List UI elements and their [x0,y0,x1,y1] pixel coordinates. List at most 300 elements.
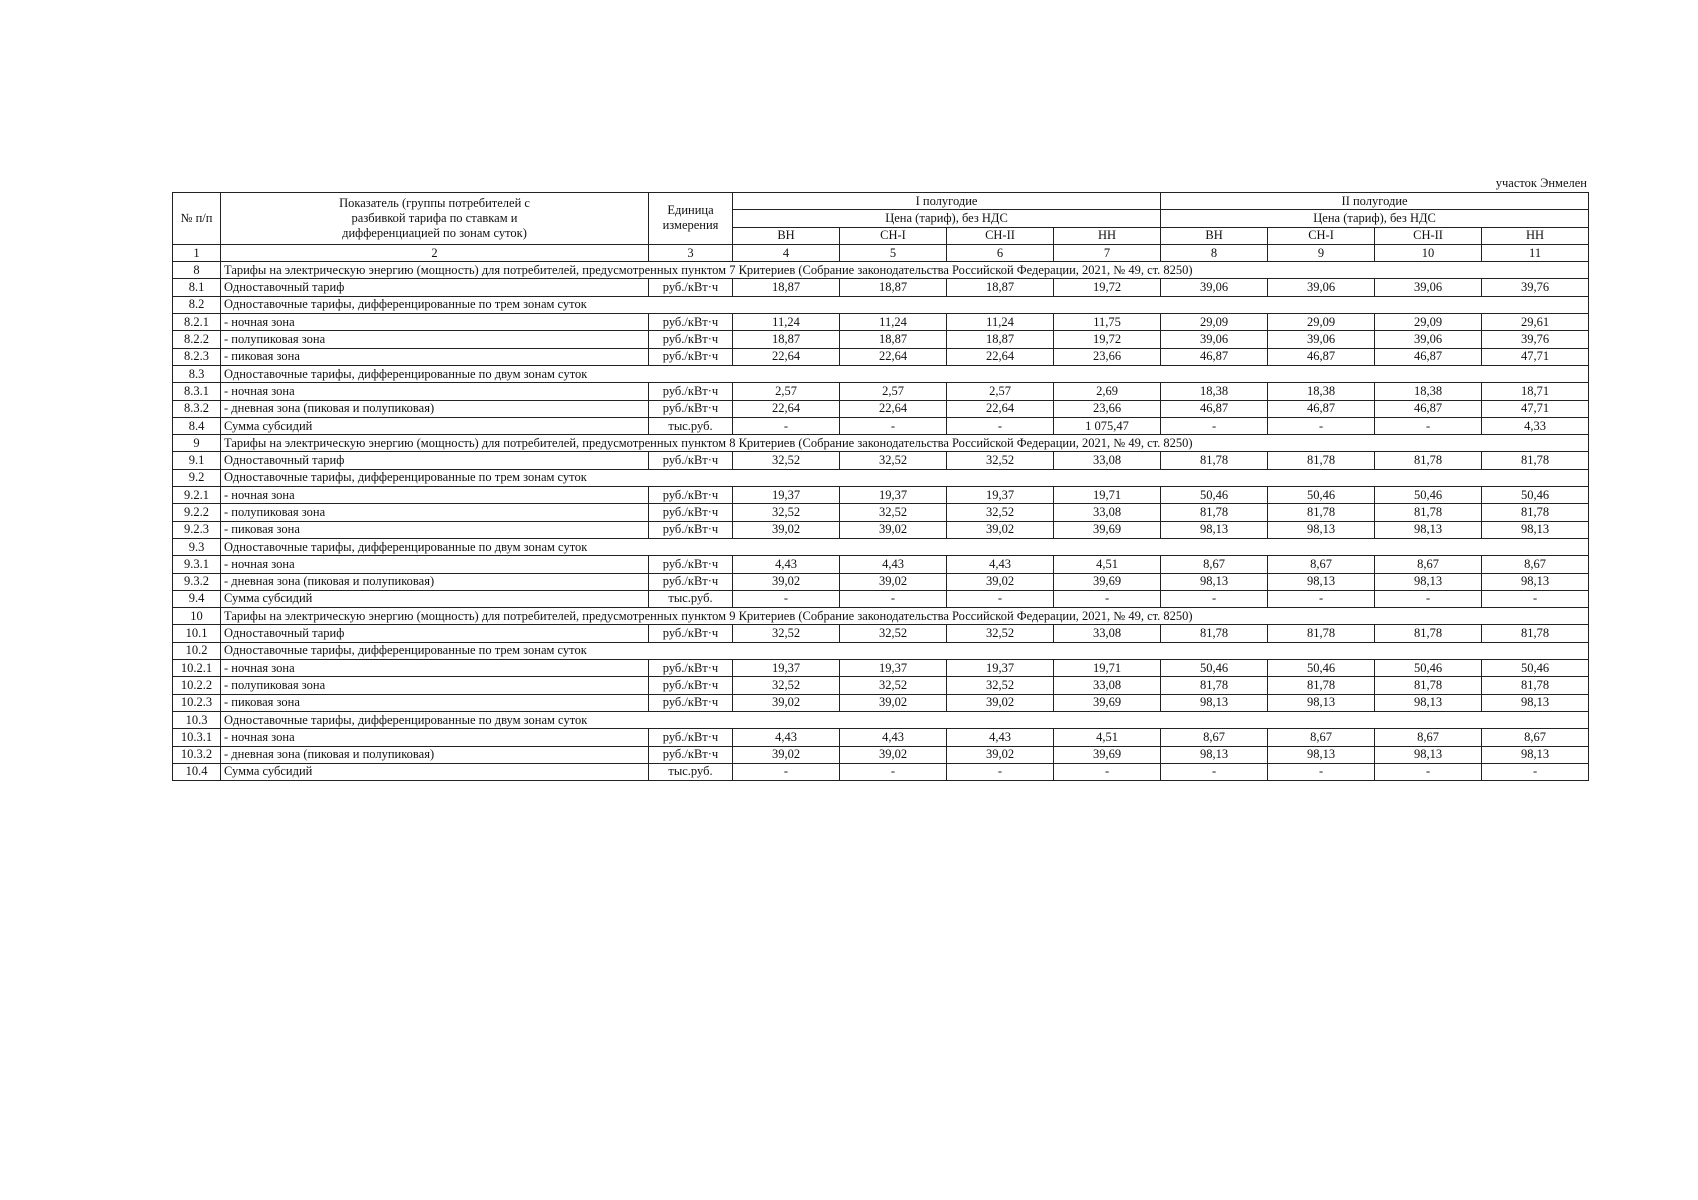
header-unit: Единица измерения [649,193,733,245]
row-unit: руб./кВт·ч [649,660,733,677]
header-level-cell: СН-I [840,227,947,244]
column-number-cell: 10 [1375,244,1482,261]
value-cell: 39,02 [947,573,1054,590]
row-number: 10.1 [173,625,221,642]
group-title: Одноставочные тарифы, дифференцированные по трем зонам суток [221,296,1161,313]
table-row [173,677,1589,694]
header-indicator: Показатель (группы потребителей с разбивкой тарифа по ставкам и дифференциацией по зонам суток) [221,193,649,245]
value-cell: 81,78 [1482,452,1589,469]
value-cell: 18,87 [733,331,840,348]
value-cell: 81,78 [1375,452,1482,469]
section-row [173,262,1589,279]
row-number: 9.2 [173,469,221,486]
value-cell: 18,87 [733,279,840,296]
value-cell: - [1482,763,1589,780]
value-cell: 39,02 [947,694,1054,711]
row-name: - полупиковая зона [221,331,649,348]
row-number: 8.2 [173,296,221,313]
header-column-numbers [173,244,1589,261]
row-unit: руб./кВт·ч [649,314,733,331]
value-cell: 22,64 [733,348,840,365]
value-cell: 8,67 [1482,729,1589,746]
row-name: Сумма субсидий [221,590,649,607]
table-row [173,504,1589,521]
column-number-cell: 6 [947,244,1054,261]
value-cell: 11,24 [840,314,947,331]
value-cell: 4,43 [947,729,1054,746]
value-cell: - [840,590,947,607]
table-row [173,729,1589,746]
row-name: Сумма субсидий [221,763,649,780]
value-cell: 2,57 [733,383,840,400]
table-row [173,400,1589,417]
value-cell: 46,87 [1375,348,1482,365]
table-row [173,279,1589,296]
group-empty-cell [1161,365,1589,382]
row-number: 9 [173,435,221,452]
header-level-cell: СН-I [1268,227,1375,244]
table-row [173,487,1589,504]
value-cell: 39,02 [840,573,947,590]
column-number-cell: 2 [221,244,649,261]
value-cell: 8,67 [1268,729,1375,746]
row-name: - пиковая зона [221,348,649,365]
value-cell: 50,46 [1268,660,1375,677]
value-cell: 39,06 [1375,331,1482,348]
table-row [173,746,1589,763]
value-cell: 29,09 [1375,314,1482,331]
header-level-cell: ВН [733,227,840,244]
header-half-1: I полугодие [733,193,1161,210]
value-cell: 22,64 [947,400,1054,417]
value-cell: 19,37 [840,487,947,504]
value-cell: - [733,417,840,434]
row-name: Сумма субсидий [221,417,649,434]
section-title: Тарифы на электрическую энергию (мощность) для потребителей, предусмотренных пунктом 9 Критериев (Собрание законодательства Российской Федерации, 2021, № 49, ст. 8250) [221,608,1589,625]
row-number: 8.2.1 [173,314,221,331]
tariff-table [172,192,1589,781]
group-title: Одноставочные тарифы, дифференцированные по двум зонам суток [221,711,1161,728]
value-cell: - [840,763,947,780]
row-unit: тыс.руб. [649,763,733,780]
value-cell: 4,51 [1054,729,1161,746]
value-cell: 8,67 [1375,556,1482,573]
value-cell: 98,13 [1268,746,1375,763]
row-unit: руб./кВт·ч [649,452,733,469]
value-cell: 39,69 [1054,521,1161,538]
group-title: Одноставочные тарифы, дифференцированные по двум зонам суток [221,538,1161,555]
value-cell: 2,57 [840,383,947,400]
value-cell: 11,24 [947,314,1054,331]
value-cell: 23,66 [1054,348,1161,365]
value-cell: 98,13 [1482,521,1589,538]
value-cell: 50,46 [1375,660,1482,677]
value-cell: 18,87 [947,279,1054,296]
column-number-cell: 11 [1482,244,1589,261]
row-number: 9.2.2 [173,504,221,521]
value-cell: 46,87 [1161,348,1268,365]
row-name: - ночная зона [221,660,649,677]
value-cell: 81,78 [1161,625,1268,642]
row-name: - полупиковая зона [221,504,649,521]
value-cell: 50,46 [1482,660,1589,677]
row-number: 8.4 [173,417,221,434]
row-number: 9.3 [173,538,221,555]
value-cell: 39,02 [840,746,947,763]
value-cell: 4,43 [947,556,1054,573]
section-row [173,435,1589,452]
value-cell: 19,37 [947,487,1054,504]
value-cell: 29,09 [1268,314,1375,331]
row-unit: руб./кВт·ч [649,746,733,763]
value-cell: - [840,417,947,434]
row-unit: руб./кВт·ч [649,348,733,365]
value-cell: - [1161,590,1268,607]
value-cell: 39,06 [1375,279,1482,296]
value-cell: 81,78 [1375,504,1482,521]
value-cell: 33,08 [1054,452,1161,469]
value-cell: 81,78 [1375,625,1482,642]
header-num: № п/п [173,193,221,245]
value-cell: 47,71 [1482,348,1589,365]
value-cell: 39,02 [947,746,1054,763]
row-unit: руб./кВт·ч [649,625,733,642]
value-cell: 81,78 [1268,677,1375,694]
value-cell: 39,02 [733,521,840,538]
value-cell: 98,13 [1375,521,1482,538]
row-name: - ночная зона [221,556,649,573]
value-cell: 39,76 [1482,279,1589,296]
value-cell: 46,87 [1268,400,1375,417]
column-number-cell: 9 [1268,244,1375,261]
row-number: 9.3.2 [173,573,221,590]
row-number: 8.3 [173,365,221,382]
value-cell: 39,02 [840,694,947,711]
header-half-2: II полугодие [1161,193,1589,210]
value-cell: - [1268,417,1375,434]
value-cell: 81,78 [1161,677,1268,694]
value-cell: 98,13 [1375,746,1482,763]
row-name: Одноставочный тариф [221,625,649,642]
value-cell: 39,69 [1054,694,1161,711]
row-unit: тыс.руб. [649,590,733,607]
value-cell: - [1375,763,1482,780]
value-cell: - [733,590,840,607]
value-cell: 98,13 [1482,746,1589,763]
value-cell: 32,52 [947,504,1054,521]
value-cell: 39,06 [1268,331,1375,348]
value-cell: 32,52 [733,504,840,521]
row-name: - пиковая зона [221,521,649,538]
table-row [173,452,1589,469]
row-name: Одноставочный тариф [221,279,649,296]
value-cell: 1 075,47 [1054,417,1161,434]
value-cell: 39,02 [733,746,840,763]
value-cell: 19,71 [1054,487,1161,504]
row-number: 10.2.1 [173,660,221,677]
value-cell: - [1161,417,1268,434]
value-cell: 2,69 [1054,383,1161,400]
value-cell: 8,67 [1161,556,1268,573]
value-cell: 98,13 [1161,694,1268,711]
value-cell: 46,87 [1268,348,1375,365]
value-cell: 32,52 [947,452,1054,469]
row-name: - ночная зона [221,729,649,746]
value-cell: 98,13 [1375,573,1482,590]
value-cell: 46,87 [1375,400,1482,417]
column-number-cell: 4 [733,244,840,261]
value-cell: 18,87 [947,331,1054,348]
value-cell: 11,75 [1054,314,1161,331]
value-cell: 22,64 [840,400,947,417]
row-unit: руб./кВт·ч [649,279,733,296]
value-cell: 39,02 [733,573,840,590]
row-number: 10.3.2 [173,746,221,763]
value-cell: 81,78 [1161,452,1268,469]
row-number: 9.3.1 [173,556,221,573]
table-row [173,590,1589,607]
value-cell: 32,52 [733,452,840,469]
value-cell: - [947,590,1054,607]
row-unit: руб./кВт·ч [649,383,733,400]
row-name: - ночная зона [221,383,649,400]
value-cell: 39,06 [1161,331,1268,348]
row-unit: руб./кВт·ч [649,694,733,711]
value-cell: 18,87 [840,279,947,296]
value-cell: 4,43 [733,729,840,746]
value-cell: 50,46 [1375,487,1482,504]
section-row [173,608,1589,625]
table-row [173,417,1589,434]
row-name: - полупиковая зона [221,677,649,694]
group-title: Одноставочные тарифы, дифференцированные по трем зонам суток [221,469,1161,486]
row-unit: руб./кВт·ч [649,556,733,573]
value-cell: 22,64 [840,348,947,365]
group-title: Одноставочные тарифы, дифференцированные по трем зонам суток [221,642,1161,659]
row-number: 8.2.3 [173,348,221,365]
value-cell: - [733,763,840,780]
value-cell: 39,69 [1054,573,1161,590]
row-number: 10.2.3 [173,694,221,711]
value-cell: 4,51 [1054,556,1161,573]
value-cell: 18,71 [1482,383,1589,400]
value-cell: 81,78 [1482,677,1589,694]
value-cell: 29,61 [1482,314,1589,331]
value-cell: 81,78 [1268,504,1375,521]
value-cell: 32,52 [733,677,840,694]
value-cell: 22,64 [947,348,1054,365]
row-name: - дневная зона (пиковая и полупиковая) [221,746,649,763]
value-cell: 39,02 [947,521,1054,538]
row-number: 8.2.2 [173,331,221,348]
value-cell: - [1054,763,1161,780]
value-cell: 18,38 [1268,383,1375,400]
value-cell: - [1375,590,1482,607]
group-row [173,711,1589,728]
value-cell: 19,37 [840,660,947,677]
column-number-cell: 8 [1161,244,1268,261]
group-empty-cell [1161,538,1589,555]
value-cell: - [1268,763,1375,780]
table-row [173,763,1589,780]
header-level-cell: СН-II [947,227,1054,244]
value-cell: 32,52 [840,452,947,469]
value-cell: 32,52 [733,625,840,642]
row-name: Одноставочный тариф [221,452,649,469]
value-cell: 8,67 [1482,556,1589,573]
header-level-cell: СН-II [1375,227,1482,244]
value-cell: - [1054,590,1161,607]
row-unit: руб./кВт·ч [649,331,733,348]
table-body [173,262,1589,781]
row-name: - пиковая зона [221,694,649,711]
value-cell: - [1161,763,1268,780]
row-unit: руб./кВт·ч [649,521,733,538]
value-cell: 8,67 [1375,729,1482,746]
value-cell: 39,06 [1268,279,1375,296]
group-title: Одноставочные тарифы, дифференцированные по двум зонам суток [221,365,1161,382]
table-row [173,573,1589,590]
row-number: 8.1 [173,279,221,296]
value-cell: 33,08 [1054,625,1161,642]
value-cell: 19,37 [733,660,840,677]
value-cell: 32,52 [947,625,1054,642]
row-number: 8 [173,262,221,279]
column-number-cell: 5 [840,244,947,261]
row-number: 8.3.2 [173,400,221,417]
value-cell: 39,02 [840,521,947,538]
value-cell: 18,87 [840,331,947,348]
value-cell: - [947,417,1054,434]
value-cell: 8,67 [1161,729,1268,746]
column-number-cell: 1 [173,244,221,261]
row-number: 10.3.1 [173,729,221,746]
section-title: Тарифы на электрическую энергию (мощность) для потребителей, предусмотренных пунктом 7 Критериев (Собрание законодательства Российской Федерации, 2021, № 49, ст. 8250) [221,262,1589,279]
value-cell: 81,78 [1268,625,1375,642]
row-number: 9.2.3 [173,521,221,538]
value-cell: - [1268,590,1375,607]
column-number-cell: 3 [649,244,733,261]
table-row [173,521,1589,538]
value-cell: 98,13 [1161,573,1268,590]
row-number: 9.4 [173,590,221,607]
table-row [173,383,1589,400]
table-row [173,556,1589,573]
value-cell: 81,78 [1375,677,1482,694]
value-cell: 98,13 [1375,694,1482,711]
table-row [173,314,1589,331]
value-cell: 4,33 [1482,417,1589,434]
row-name: - ночная зона [221,314,649,331]
value-cell: 19,37 [733,487,840,504]
group-empty-cell [1161,711,1589,728]
value-cell: 50,46 [1482,487,1589,504]
value-cell: 18,38 [1161,383,1268,400]
group-row [173,538,1589,555]
row-number: 10 [173,608,221,625]
value-cell: 19,37 [947,660,1054,677]
value-cell: 2,57 [947,383,1054,400]
value-cell: 46,87 [1161,400,1268,417]
group-empty-cell [1161,642,1589,659]
row-number: 9.1 [173,452,221,469]
value-cell: 98,13 [1161,521,1268,538]
value-cell: 81,78 [1482,504,1589,521]
row-number: 10.4 [173,763,221,780]
value-cell: 39,06 [1161,279,1268,296]
table-row [173,625,1589,642]
document-caption: участок Энмелен [1495,176,1587,190]
value-cell: 22,64 [733,400,840,417]
value-cell: - [947,763,1054,780]
value-cell: 50,46 [1161,660,1268,677]
table-row [173,694,1589,711]
row-number: 10.2 [173,642,221,659]
value-cell: 98,13 [1268,694,1375,711]
value-cell: 29,09 [1161,314,1268,331]
value-cell: - [1482,590,1589,607]
table-row [173,348,1589,365]
value-cell: 98,13 [1482,694,1589,711]
value-cell: 50,46 [1268,487,1375,504]
value-cell: 4,43 [840,729,947,746]
value-cell: 81,78 [1161,504,1268,521]
row-name: - ночная зона [221,487,649,504]
value-cell: 4,43 [840,556,947,573]
row-name: - дневная зона (пиковая и полупиковая) [221,400,649,417]
value-cell: 19,72 [1054,279,1161,296]
value-cell: 19,71 [1054,660,1161,677]
value-cell: 50,46 [1161,487,1268,504]
group-row [173,642,1589,659]
value-cell: 81,78 [1268,452,1375,469]
value-cell: 33,08 [1054,677,1161,694]
row-unit: тыс.руб. [649,417,733,434]
row-number: 8.3.1 [173,383,221,400]
value-cell: 47,71 [1482,400,1589,417]
group-row [173,365,1589,382]
value-cell: 11,24 [733,314,840,331]
table-row [173,660,1589,677]
value-cell: 33,08 [1054,504,1161,521]
row-unit: руб./кВт·ч [649,504,733,521]
row-number: 10.3 [173,711,221,728]
value-cell: 39,02 [733,694,840,711]
row-unit: руб./кВт·ч [649,677,733,694]
row-unit: руб./кВт·ч [649,487,733,504]
column-number-cell: 7 [1054,244,1161,261]
value-cell: 39,76 [1482,331,1589,348]
row-number: 10.2.2 [173,677,221,694]
value-cell: - [1375,417,1482,434]
table-header [173,193,1589,262]
value-cell: 98,13 [1268,573,1375,590]
group-empty-cell [1161,296,1589,313]
row-unit: руб./кВт·ч [649,573,733,590]
value-cell: 98,13 [1161,746,1268,763]
group-row [173,469,1589,486]
value-cell: 98,13 [1482,573,1589,590]
header-price-1: Цена (тариф), без НДС [733,210,1161,227]
row-number: 9.2.1 [173,487,221,504]
header-level-cell: НН [1054,227,1161,244]
value-cell: 23,66 [1054,400,1161,417]
row-unit: руб./кВт·ч [649,729,733,746]
value-cell: 18,38 [1375,383,1482,400]
section-title: Тарифы на электрическую энергию (мощность) для потребителей, предусмотренных пунктом 8 Критериев (Собрание законодательства Российской Федерации, 2021, № 49, ст. 8250) [221,435,1589,452]
row-name: - дневная зона (пиковая и полупиковая) [221,573,649,590]
header-price-2: Цена (тариф), без НДС [1161,210,1589,227]
